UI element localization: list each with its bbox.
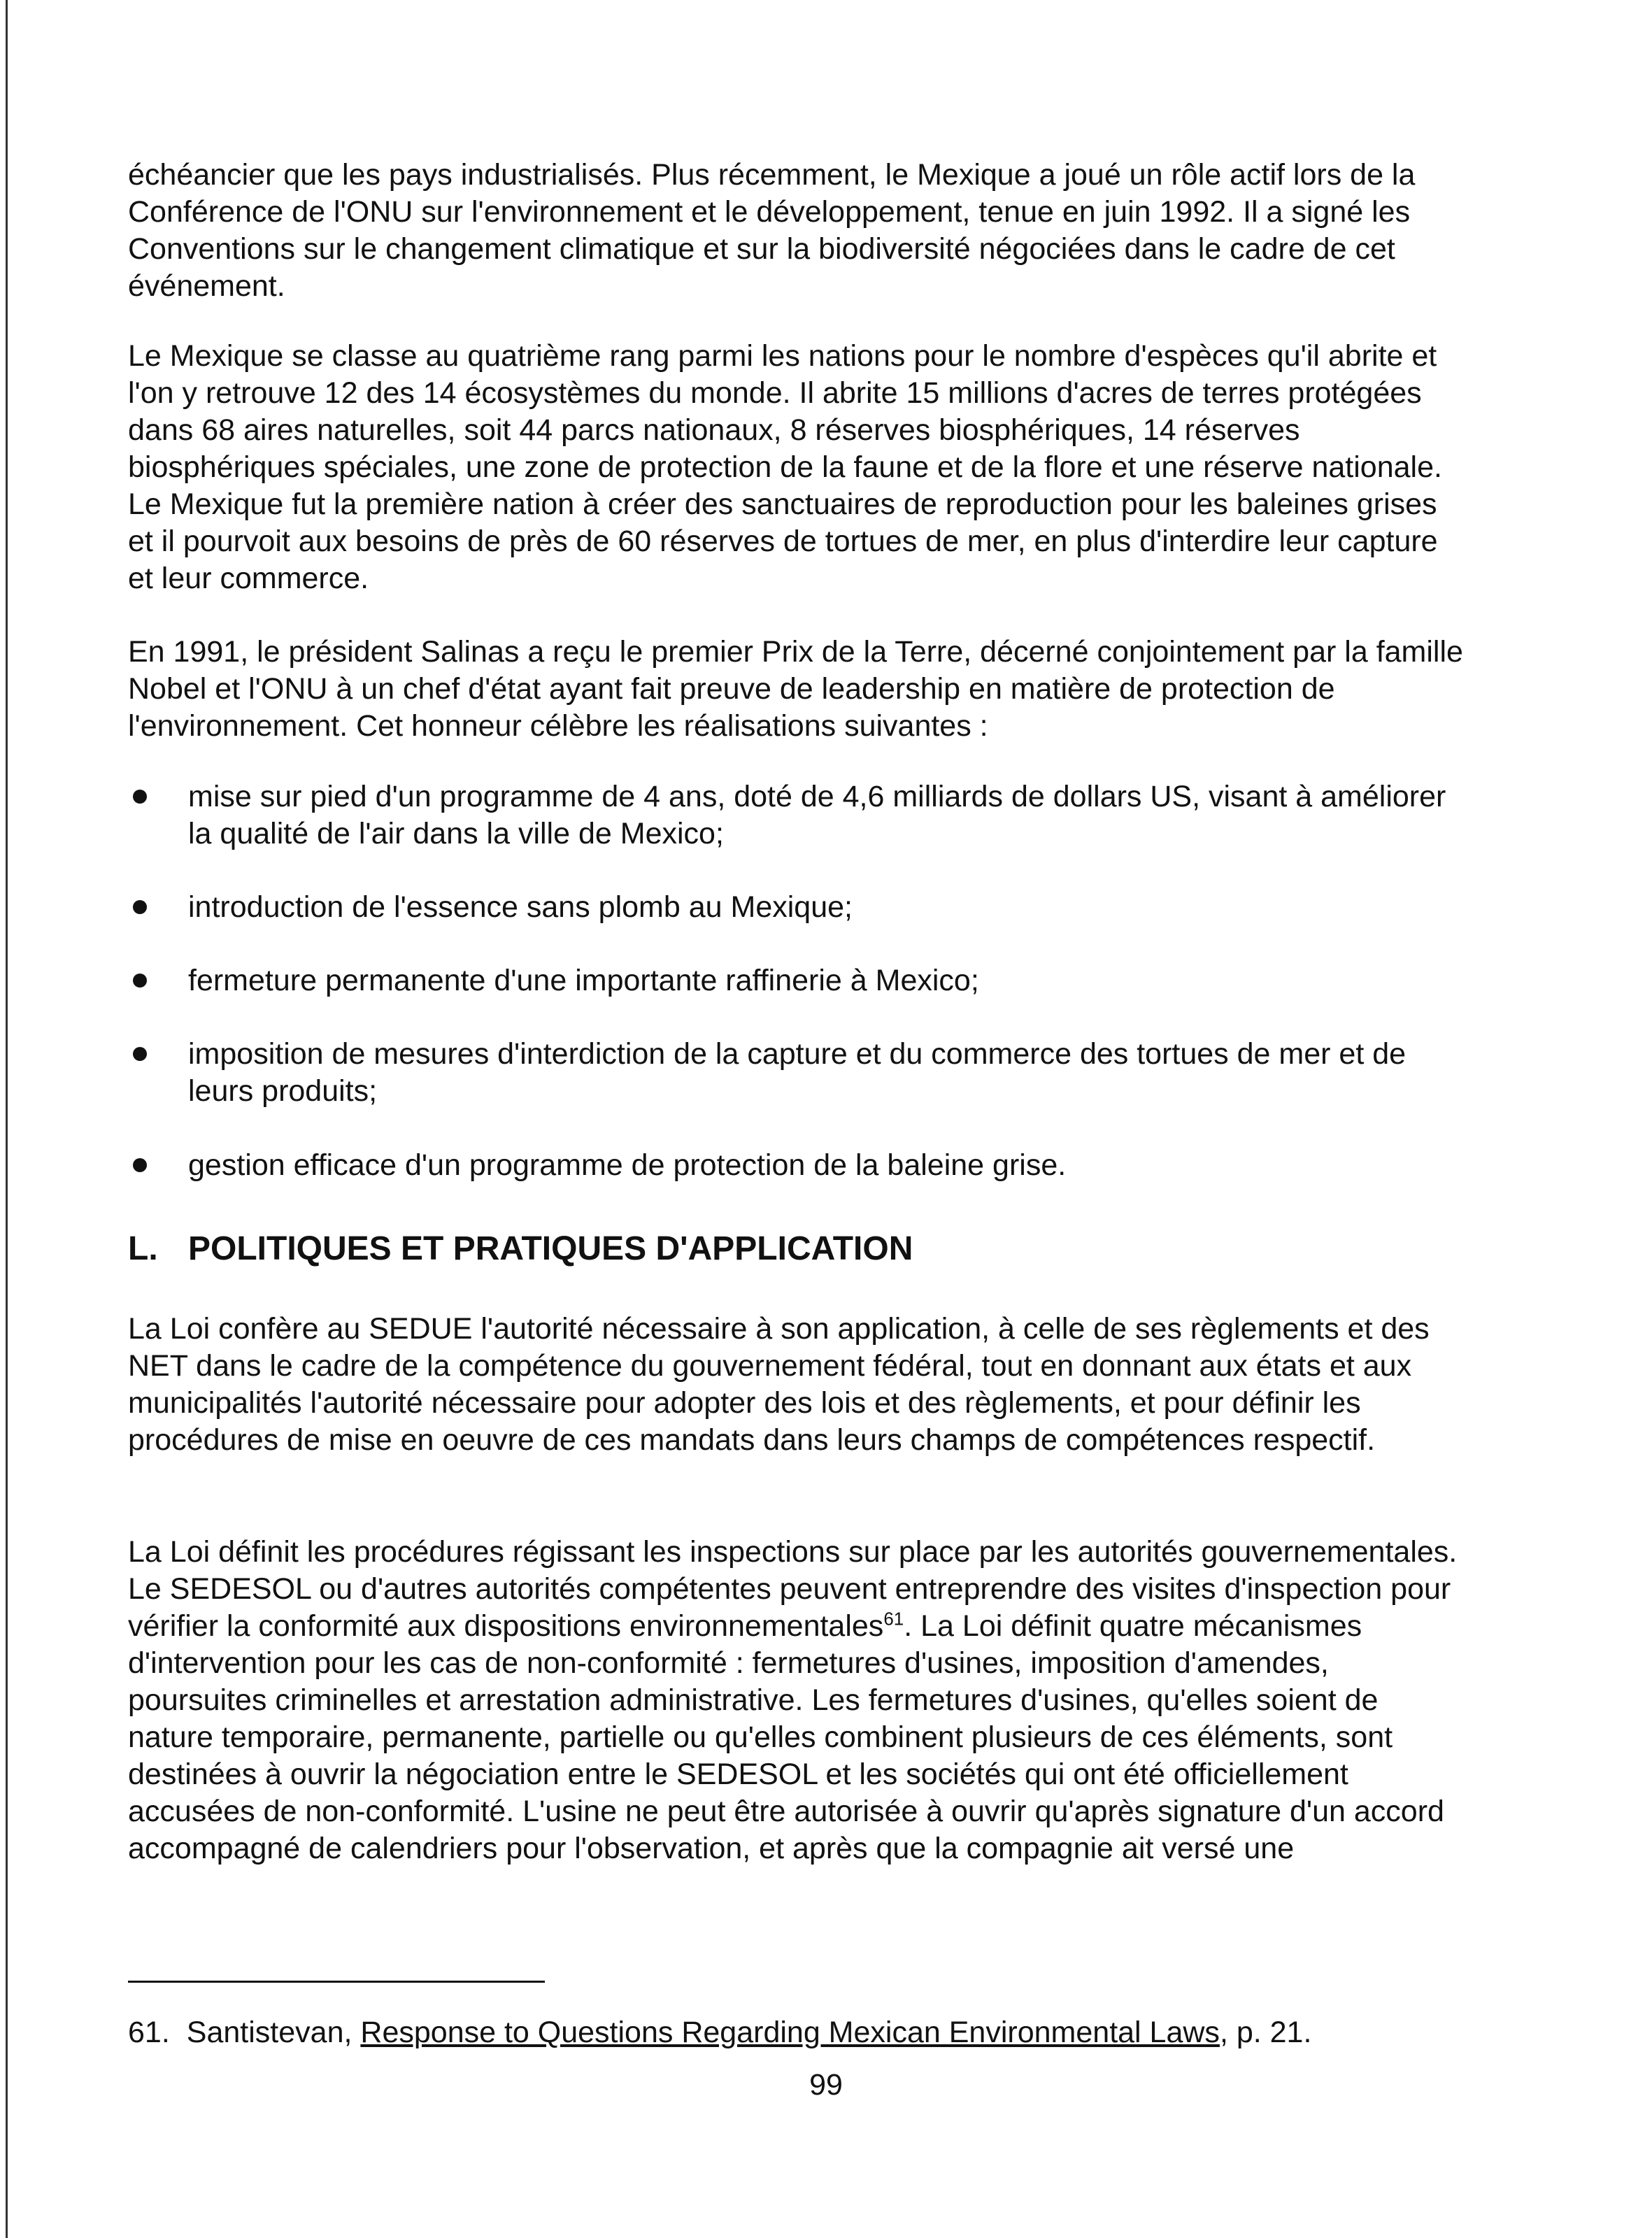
- paragraph-5-part-1: La Loi définit les procédures régissant les inspections sur place par les autorités gouvernementales. Le SEDESOL ou d'autres autorités compétentes peuvent entreprendre des visites d'inspection pour vérifier la conformité aux dispositions environnementales: [128, 1535, 1458, 1643]
- footnote-title: Response to Questions Regarding Mexican Environmental Laws: [360, 2016, 1220, 2049]
- section-title: POLITIQUES ET PRATIQUES D'APPLICATION: [188, 1230, 913, 1267]
- paragraph-5-part-2: . La Loi définit quatre mécanismes d'intervention pour les cas de non-conformité : fermetures d'usines, imposition d'amendes, poursuites criminelles et arrestation administrative. Les fermetures d'usines, qu'elles soient de nature temporaire, permanente, partielle ou qu'elles combinent plusieurs de ces éléments, sont destinées à ouvrir la négociation entre le SEDESOL et les sociétés qui ont été officiellement accusées de non-conformité. L'usine ne peut être autorisée à ouvrir qu'après signature d'un accord accompagné de calendriers pour l'observation, et après que la compagnie ait versé une: [128, 1609, 1444, 1865]
- list-item-text: fermeture permanente d'une importante raffinerie à Mexico;: [188, 964, 979, 997]
- bullet-icon: [133, 974, 147, 988]
- paragraph-5: [128, 1534, 1464, 1867]
- footnote-page: , p. 21.: [1219, 2016, 1312, 2049]
- list-item: [128, 889, 1464, 926]
- paragraph-4: La Loi confère au SEDUE l'autorité nécessaire à son application, à celle de ses règlements et des NET dans le cadre de la compétence du gouvernement fédéral, tout en donnant aux états et aux municipalités l'autorité nécessaire pour adopter des lois et des règlements, et pour définir les procédures de mise en oeuvre de ces mandats dans leurs champs de compétences respectif.: [128, 1312, 1430, 1457]
- footnote-reference: 61: [883, 1608, 904, 1630]
- bullet-icon: [133, 1047, 147, 1061]
- list-item: [128, 1036, 1464, 1110]
- paragraph-2: Le Mexique se classe au quatrième rang parmi les nations pour le nombre d'espèces qu'il abrite et l'on y retrouve 12 des 14 écosystèmes du monde. Il abrite 15 millions d'acres de terres protégées dans 68 aires naturelles, soit 44 parcs nationaux, 8 réserves biosphériques, 14 réserves biosphériques spéciales, une zone de protection de la faune et de la flore et une réserve nationale. Le Mexique fut la première nation à créer des sanctuaires de reproduction pour les baleines grises et il pourvoit aux besoins de près de 60 réserves de tortues de mer, en plus d'interdire leur capture et leur commerce.: [128, 339, 1442, 595]
- section-heading: [128, 1228, 913, 1270]
- list-item: [128, 962, 1464, 999]
- list-item-text: mise sur pied d'un programme de 4 ans, doté de 4,6 milliards de dollars US, visant à améliorer la qualité de l'air dans la ville de Mexico;: [188, 780, 1446, 850]
- bullet-icon: [133, 1158, 147, 1172]
- list-item: [128, 778, 1464, 853]
- paragraph-1: échéancier que les pays industrialisés. Plus récemment, le Mexique a joué un rôle actif lors de la Conférence de l'ONU sur l'environnement et le développement, tenue en juin 1992. Il a signé les Conventions sur le changement climatique et sur la biodiversité négociées dans le cadre de cet événement.: [128, 158, 1416, 303]
- page-number: 99: [809, 2068, 843, 2102]
- section-letter: L.: [128, 1230, 158, 1267]
- scan-edge-line: [6, 0, 8, 2238]
- list-item-text: imposition de mesures d'interdiction de la capture et du commerce des tortues de mer et de leurs produits;: [188, 1037, 1407, 1108]
- list-item-text: introduction de l'essence sans plomb au Mexique;: [188, 890, 853, 924]
- paragraph-3: En 1991, le président Salinas a reçu le premier Prix de la Terre, décerné conjointement par la famille Nobel et l'ONU à un chef d'état ayant fait preuve de leadership en matière de protection de l'environnement. Cet honneur célèbre les réalisations suivantes :: [128, 635, 1463, 743]
- list-item: [128, 1147, 1464, 1184]
- footnote-divider: [128, 1981, 545, 1983]
- achievements-list: [128, 778, 1464, 1184]
- list-item-text: gestion efficace d'un programme de protection de la baleine grise.: [188, 1148, 1067, 1182]
- footnote-number: 61.: [128, 2016, 170, 2049]
- footnote: [128, 2014, 1311, 2051]
- bullet-icon: [133, 900, 147, 914]
- footnote-author: Santistevan,: [186, 2016, 353, 2049]
- bullet-icon: [133, 790, 147, 804]
